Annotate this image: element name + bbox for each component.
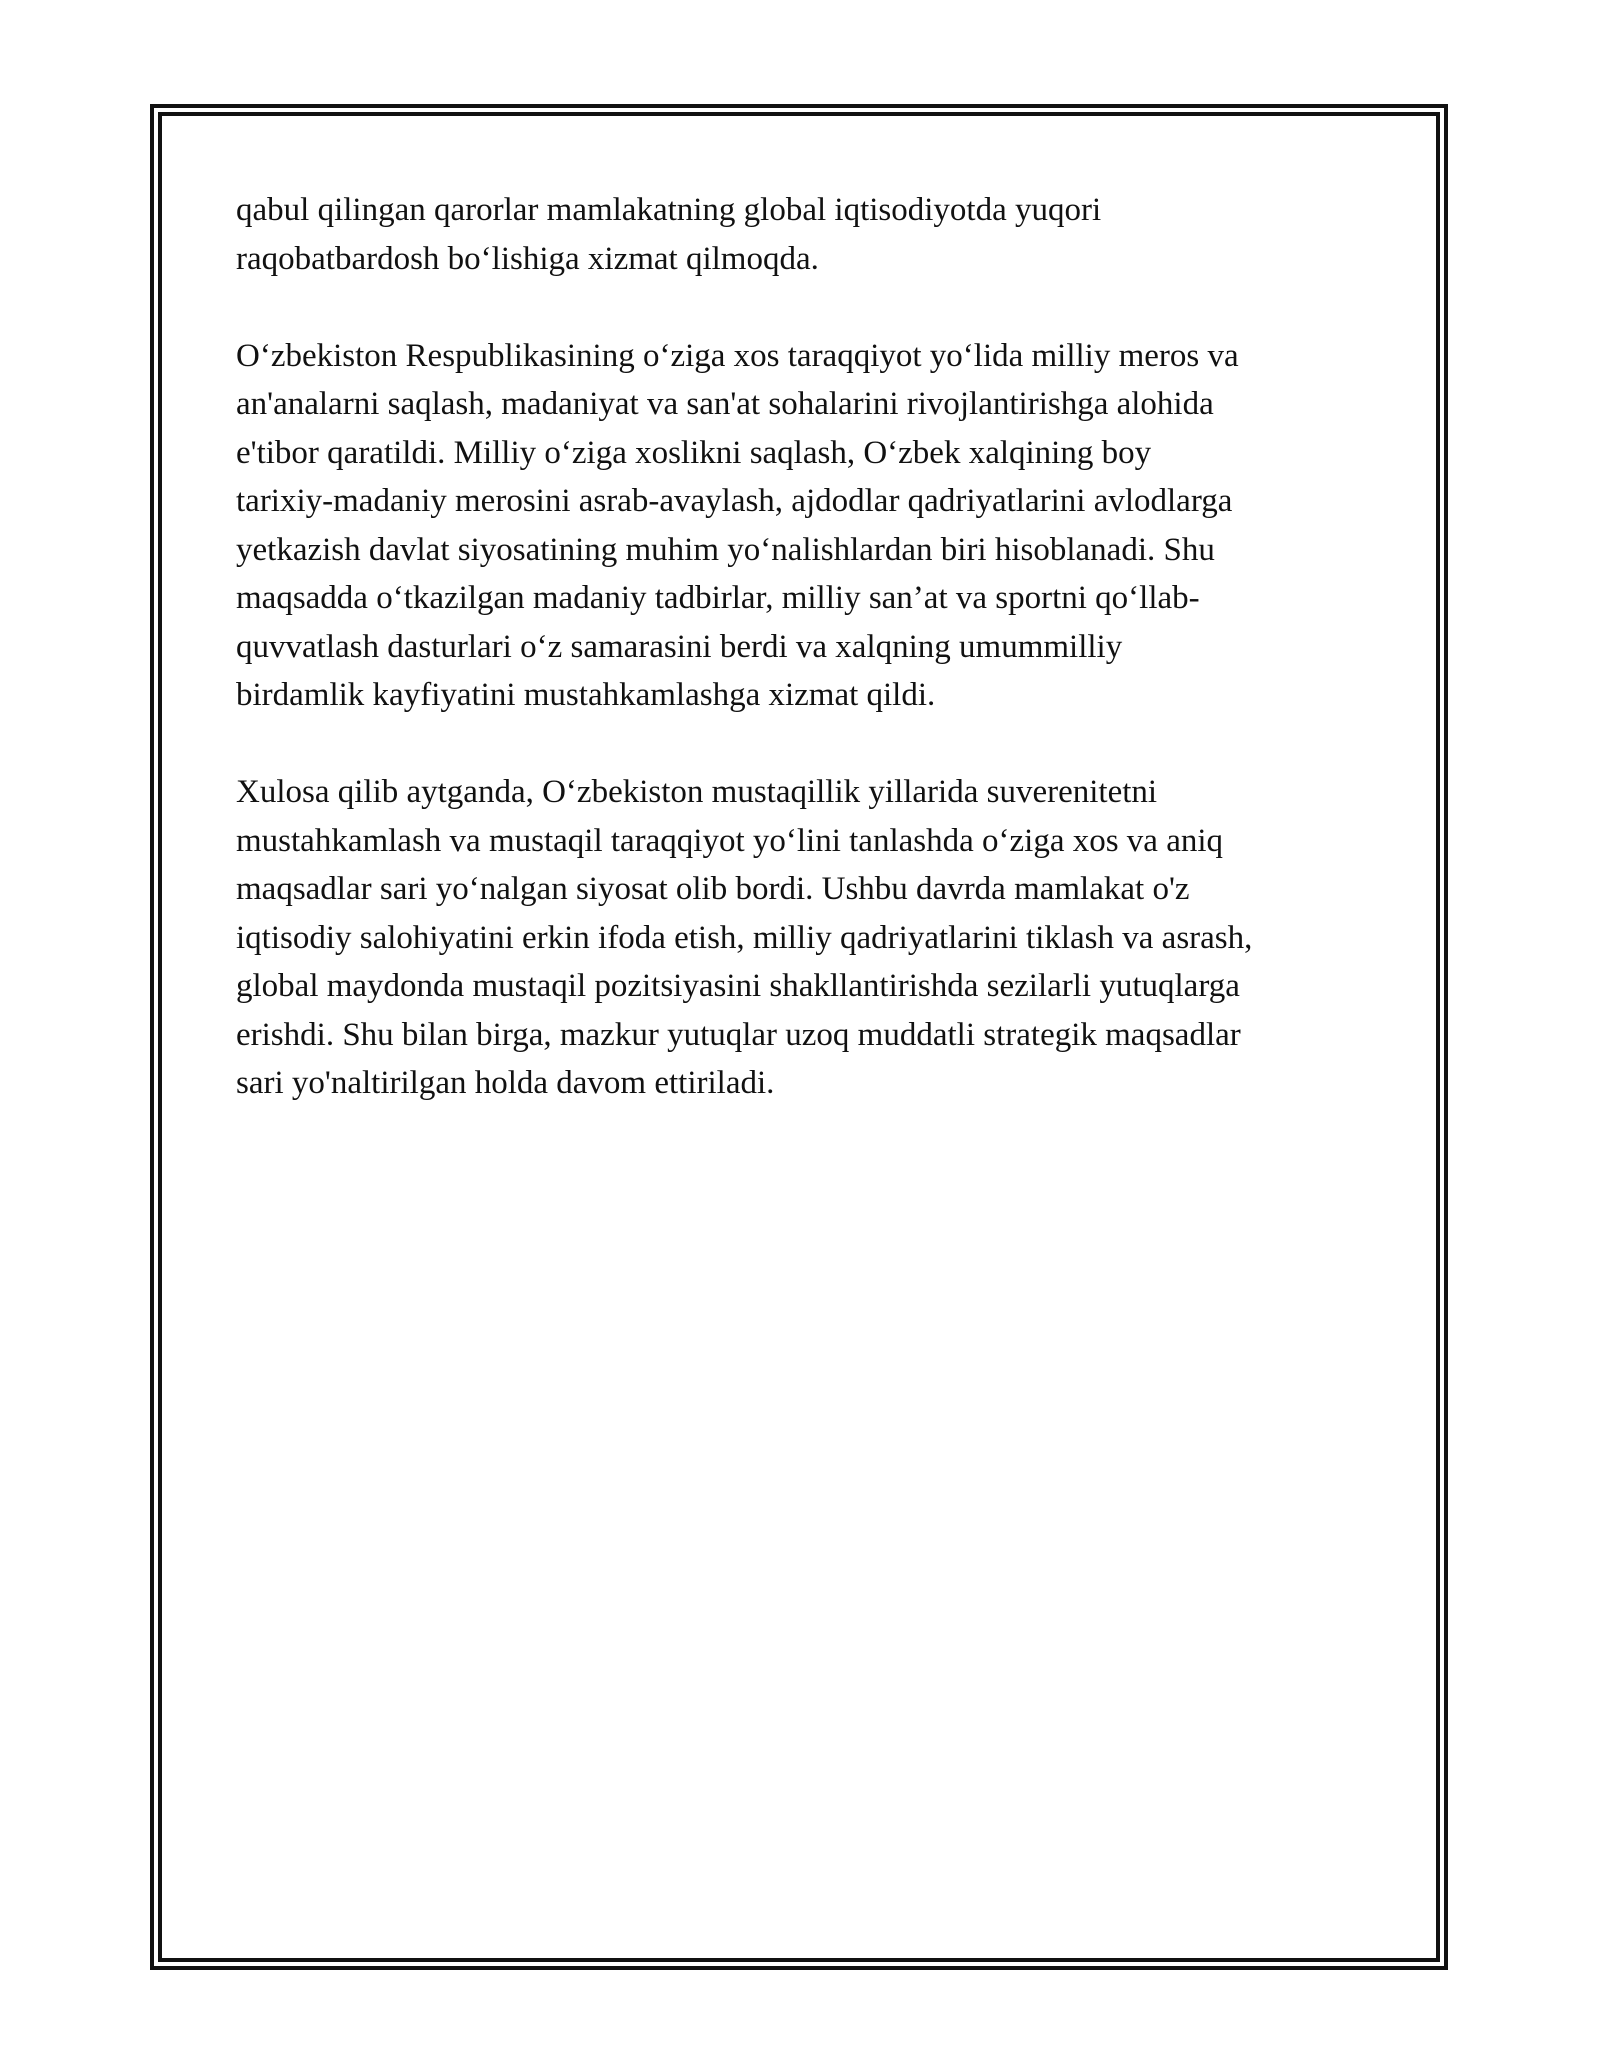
paragraph-2 bbox=[236, 332, 1396, 720]
text-line: mustahkamlash va mustaqil taraqqiyot yoʻlini tanlashda oʻziga xos va aniq bbox=[236, 822, 1224, 859]
document-body bbox=[236, 186, 1396, 1156]
text-line: maqsadda oʻtkazilgan madaniy tadbirlar, milliy san’at va sportni qoʻllab- bbox=[236, 580, 1200, 616]
text-line: quvvatlash dasturlari oʻz samarasini berdi va xalqning umummilliy bbox=[236, 628, 1123, 665]
text-line: maqsadlar sari yoʻnalgan siyosat olib bordi. Ushbu davrda mamlakat o'z bbox=[236, 871, 1190, 907]
text-line: birdamlik kayfiyatini mustahkamlashga xizmat qildi. bbox=[236, 677, 936, 713]
text-line: e'tibor qaratildi. Milliy oʻziga xoslikni saqlash, Oʻzbek xalqining boy bbox=[236, 434, 1152, 471]
text-line: global maydonda mustaqil pozitsiyasini shakllantirishda sezilarli yutuqlarga bbox=[236, 968, 1240, 1004]
paragraph-1 bbox=[236, 186, 1396, 283]
text-line: raqobatbardosh boʻlishiga xizmat qilmoqda. bbox=[236, 240, 819, 277]
text-line: iqtisodiy salohiyatini erkin ifoda etish, milliy qadriyatlarini tiklash va asrash, bbox=[236, 919, 1253, 956]
text-line: Xulosa qilib aytganda, Oʻzbekiston mustaqillik yillarida suverenitetni bbox=[236, 774, 1158, 810]
text-line: an'analarni saqlash, madaniyat va san'at sohalarini rivojlantirishga alohida bbox=[236, 386, 1214, 422]
text-line: qabul qilingan qarorlar mamlakatning global iqtisodiyotda yuqori bbox=[236, 192, 1102, 228]
text-line: sari yo'naltirilgan holda davom ettiriladi. bbox=[236, 1065, 775, 1101]
paragraph-3 bbox=[236, 768, 1396, 1108]
text-line: tarixiy-madaniy merosini asrab-avaylash, ajdodlar qadriyatlarini avlodlarga bbox=[236, 483, 1233, 519]
text-line: Oʻzbekiston Respublikasining oʻziga xos taraqqiyot yoʻlida milliy meros va bbox=[236, 337, 1239, 374]
text-line: erishdi. Shu bilan birga, mazkur yutuqlar uzoq muddatli strategik maqsadlar bbox=[236, 1016, 1241, 1053]
text-line: yetkazish davlat siyosatining muhim yoʻnalishlardan biri hisoblanadi. Shu bbox=[236, 531, 1215, 568]
